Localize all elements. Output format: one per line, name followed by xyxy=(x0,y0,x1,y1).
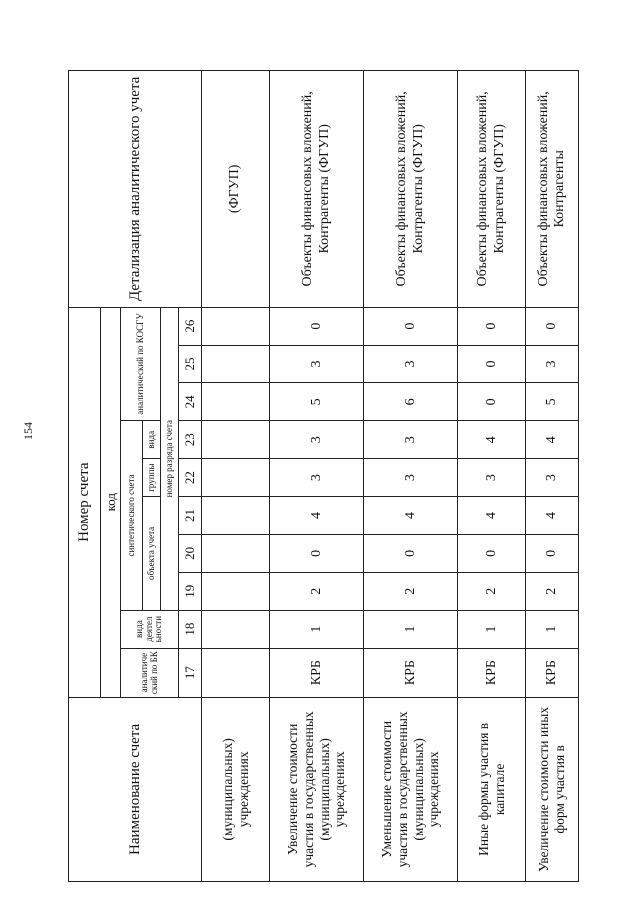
row-value: 2 xyxy=(364,572,458,610)
table-row xyxy=(270,71,364,882)
header-synthetic: синтетического счета xyxy=(121,421,143,610)
row-value: 0 xyxy=(458,307,526,345)
row-value: 4 xyxy=(526,497,579,535)
row-value: 1 xyxy=(364,610,458,648)
row-name: Увеличение стоимости иных форм участия в xyxy=(526,697,579,881)
row-value: 3 xyxy=(526,345,579,383)
row-value: 0 xyxy=(526,534,579,572)
row-name: Увеличение стоимости участия в государственных (муниципальных) учреждениях xyxy=(270,697,364,881)
row-value xyxy=(202,421,270,459)
row-value: 4 xyxy=(458,497,526,535)
header-account-name: Наименование счета xyxy=(69,697,202,881)
row-value: 3 xyxy=(270,421,364,459)
row-value: 0 xyxy=(270,307,364,345)
row-value: 2 xyxy=(526,572,579,610)
header-accounting-object: объекта учета xyxy=(143,497,161,611)
header-account-number: Номер счета xyxy=(69,307,101,697)
digit-cell: 19 xyxy=(179,572,202,610)
digit-cell: 18 xyxy=(179,610,202,648)
row-value: 0 xyxy=(270,534,364,572)
row-name: Иные формы участия в капитале xyxy=(458,697,526,881)
header-detail: Детализация аналитического учета xyxy=(69,71,202,308)
row-detail: Объекты финансовых вложений, Контрагенты (ФГУП) xyxy=(364,71,458,308)
table-row xyxy=(526,71,579,882)
row-value: 0 xyxy=(458,534,526,572)
row-value: 0 xyxy=(364,307,458,345)
row-value: 4 xyxy=(270,497,364,535)
row-value: 5 xyxy=(526,383,579,421)
row-value: 1 xyxy=(270,610,364,648)
row-value: 6 xyxy=(364,383,458,421)
digit-cell: 23 xyxy=(179,421,202,459)
header-activity-type: вида деятел ьности xyxy=(121,610,179,648)
row-detail: Объекты финансовых вложений, Контрагенты (ФГУП) xyxy=(270,71,364,308)
row-value: 3 xyxy=(364,459,458,497)
row-value: 0 xyxy=(458,345,526,383)
header-analytic-bk: аналитиче ский по БК xyxy=(121,648,179,697)
row-value: КРБ xyxy=(458,648,526,697)
row-detail: Объекты финансовых вложений, Контрагенты xyxy=(526,71,579,308)
row-value xyxy=(202,497,270,535)
table-row xyxy=(202,71,270,882)
row-value: 1 xyxy=(526,610,579,648)
header-group: группы xyxy=(143,459,161,497)
header-digit-number: номер разряда счета xyxy=(161,307,179,610)
row-value xyxy=(202,610,270,648)
row-value: 5 xyxy=(270,383,364,421)
digit-cell: 24 xyxy=(179,383,202,421)
row-value: 4 xyxy=(526,421,579,459)
row-value: 2 xyxy=(458,572,526,610)
row-value: 3 xyxy=(270,345,364,383)
row-value xyxy=(202,307,270,345)
page-number: 154 xyxy=(21,422,35,440)
row-value: 0 xyxy=(364,534,458,572)
row-value: 4 xyxy=(364,497,458,535)
row-value: КРБ xyxy=(526,648,579,697)
row-value: КРБ xyxy=(364,648,458,697)
digit-cell: 20 xyxy=(179,534,202,572)
row-detail: Объекты финансовых вложений, Контрагенты (ФГУП) xyxy=(458,71,526,308)
row-value: 0 xyxy=(458,383,526,421)
row-value: 3 xyxy=(364,345,458,383)
accounts-table xyxy=(68,70,579,882)
row-value: 4 xyxy=(458,421,526,459)
row-value: 3 xyxy=(458,459,526,497)
digit-cell: 21 xyxy=(179,497,202,535)
row-value: 3 xyxy=(270,459,364,497)
row-value: 2 xyxy=(270,572,364,610)
row-value: 0 xyxy=(526,307,579,345)
row-value: КРБ xyxy=(270,648,364,697)
row-value xyxy=(202,572,270,610)
digit-cell: 25 xyxy=(179,345,202,383)
row-value: 1 xyxy=(458,610,526,648)
row-value xyxy=(202,534,270,572)
row-value: 3 xyxy=(526,459,579,497)
row-value xyxy=(202,383,270,421)
header-kind: вида xyxy=(143,421,161,459)
header-analytic-kosgu: аналитический по КОСГУ xyxy=(121,307,161,421)
row-value xyxy=(202,459,270,497)
digit-cell: 17 xyxy=(179,648,202,697)
row-detail: (ФГУП) xyxy=(202,71,270,308)
rotated-table-container xyxy=(68,70,578,882)
digit-cell: 26 xyxy=(179,307,202,345)
digit-cell: 22 xyxy=(179,459,202,497)
row-name: (муниципальных) учреждениях xyxy=(202,697,270,881)
row-value xyxy=(202,648,270,697)
row-value: 3 xyxy=(364,421,458,459)
table-row xyxy=(364,71,458,882)
row-name: Уменьшение стоимости участия в государственных (муниципальных) учреждениях xyxy=(364,697,458,881)
row-value xyxy=(202,345,270,383)
table-row xyxy=(458,71,526,882)
header-code: код xyxy=(101,307,121,697)
